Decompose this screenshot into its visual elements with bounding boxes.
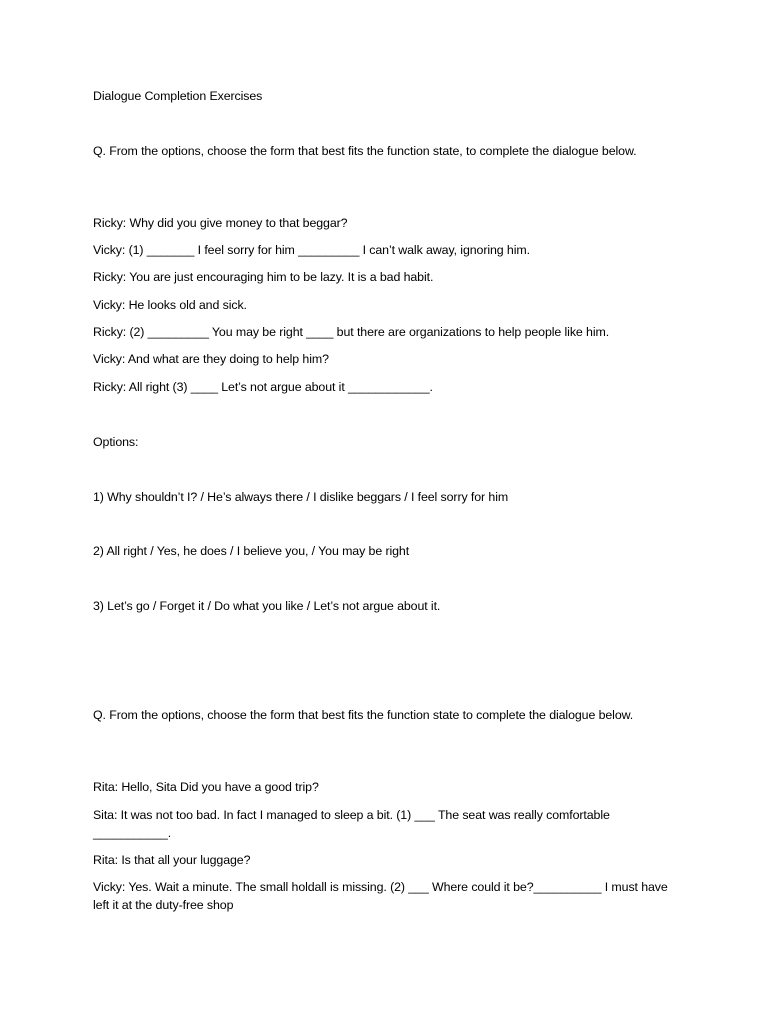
options-heading: Options: bbox=[93, 435, 139, 449]
dialogue-line-rita-1: Rita: Hello, Sita Did you have a good trip? bbox=[93, 780, 319, 794]
document-title: Dialogue Completion Exercises bbox=[93, 89, 263, 103]
dialogue-line-ricky-2: Ricky: You are just encouraging him to be lazy. It is a bad habit. bbox=[93, 270, 434, 284]
option-1: 1) Why shouldn’t I? / He’s always there / I dislike beggars / I feel sorry for him bbox=[93, 490, 509, 504]
dialogue-line-vicky-3: Vicky: And what are they doing to help him? bbox=[93, 352, 329, 366]
dialogue-line-rita-2: Rita: Is that all your luggage? bbox=[93, 853, 251, 867]
dialogue-line-vicky-1: Vicky: (1) _______ I feel sorry for him _________ I can’t walk away, ignoring him. bbox=[93, 243, 530, 257]
option-3: 3) Let’s go / Forget it / Do what you like / Let’s not argue about it. bbox=[93, 599, 441, 613]
dialogue-line-vicky-2: Vicky: He looks old and sick. bbox=[93, 298, 247, 312]
dialogue-line-ricky-4: Ricky: All right (3) ____ Let’s not argue about it ____________. bbox=[93, 380, 433, 394]
dialogue-line-ricky-1: Ricky: Why did you give money to that beggar? bbox=[93, 216, 348, 230]
dialogue-line-sita-1: Sita: It was not too bad. In fact I managed to sleep a bit. (1) ___ The seat was really comfortable ___________. bbox=[93, 808, 614, 840]
dialogue-line-vicky-4: Vicky: Yes. Wait a minute. The small holdall is missing. (2) ___ Where could it be?__________ I must have left it at the duty-free shop bbox=[93, 880, 672, 912]
option-2: 2) All right / Yes, he does / I believe you, / You may be right bbox=[93, 544, 410, 558]
dialogue-line-ricky-3: Ricky: (2) _________ You may be right ____ but there are organizations to help people like him. bbox=[93, 325, 610, 339]
question-2-prompt: Q. From the options, choose the form that best fits the function state to complete the dialogue below. bbox=[93, 708, 634, 722]
question-1-prompt: Q. From the options, choose the form that best fits the function state, to complete the dialogue below. bbox=[93, 144, 637, 158]
